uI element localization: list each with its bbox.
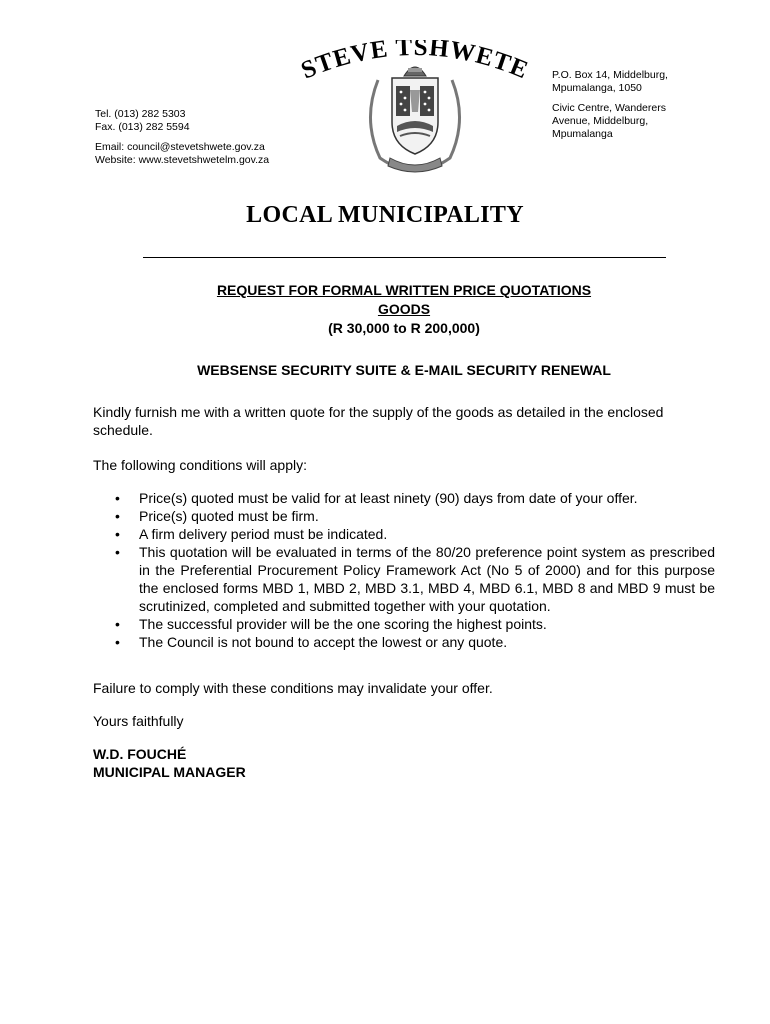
signatory-title: MUNICIPAL MANAGER xyxy=(93,764,246,780)
list-item xyxy=(93,633,715,651)
municipal-crest-logo xyxy=(300,40,530,175)
civic-line-1: Civic Centre, Wanderers xyxy=(552,102,666,114)
list-item xyxy=(93,543,715,615)
postal-line-2: Mpumalanga, 1050 xyxy=(552,82,642,94)
conditions-list xyxy=(93,489,715,651)
bullet-icon: • xyxy=(115,616,120,632)
condition-text: Price(s) quoted must be valid for at least ninety (90) days from date of your offer. xyxy=(139,490,638,506)
logo-text: TEVE TSHWETE xyxy=(312,40,530,85)
fax-line: Fax. (013) 282 5594 xyxy=(95,121,190,133)
bullet-icon: • xyxy=(115,490,120,506)
list-item xyxy=(93,615,715,633)
heading-line-1: REQUEST FOR FORMAL WRITTEN PRICE QUOTATIONS xyxy=(216,282,592,298)
intro-paragraph: Kindly furnish me with a written quote for the supply of the goods as detailed in the enclosed schedule. xyxy=(93,404,664,438)
bullet-icon: • xyxy=(115,634,120,650)
civic-line-2: Avenue, Middelburg, xyxy=(552,115,649,127)
condition-text: The successful provider will be the one scoring the highest points. xyxy=(139,616,547,632)
web-contact-block xyxy=(95,141,269,167)
bullet-icon: • xyxy=(115,544,120,560)
crest-icon xyxy=(300,40,530,175)
subject-line: WEBSENSE SECURITY SUITE & E-MAIL SECURITY RENEWAL xyxy=(197,362,611,378)
list-item xyxy=(93,507,715,525)
email-line: Email: council@stevetshwete.gov.za xyxy=(95,141,265,153)
request-heading xyxy=(0,281,770,338)
civic-address-block xyxy=(552,102,692,141)
list-item xyxy=(93,489,715,507)
contact-block xyxy=(95,108,190,134)
conditions-intro: The following conditions will apply: xyxy=(93,457,307,473)
bullet-icon: • xyxy=(115,508,120,524)
bullet-icon: • xyxy=(115,526,120,542)
postal-line-1: P.O. Box 14, Middelburg, xyxy=(552,69,668,81)
heading-line-2: GOODS xyxy=(377,301,431,317)
civic-clip xyxy=(552,115,692,141)
civic-line-3: Mpumalanga xyxy=(552,128,613,140)
closing-text: Yours faithfully xyxy=(93,713,184,729)
heading-line-3: (R 30,000 to R 200,000) xyxy=(328,320,480,336)
condition-text: The Council is not bound to accept the lowest or any quote. xyxy=(139,634,508,650)
failure-note: Failure to comply with these conditions may invalidate your offer. xyxy=(93,680,493,696)
condition-text: Price(s) quoted must be firm. xyxy=(139,508,319,524)
signature-block xyxy=(93,745,246,781)
condition-text: This quotation will be evaluated in terms of the 80/20 preference point system as prescribed in the Preferential Procurement Policy Framework Act (No 5 of 2000) and for this purpose the enclosed forms MBD 1, MBD 2, MBD 3.1, MBD 4, MBD 6.1, MBD 8 and MBD 9 must be scrutinized, completed and submitted together with your quotation. xyxy=(139,544,715,614)
tel-line: Tel. (013) 282 5303 xyxy=(95,108,186,120)
signatory-name: W.D. FOUCHÉ xyxy=(93,746,187,762)
website-line: Website: www.stevetshwetelm.gov.za xyxy=(95,154,270,166)
postal-address-block xyxy=(552,69,668,95)
header-divider xyxy=(143,257,666,258)
list-item xyxy=(93,525,715,543)
condition-text: A firm delivery period must be indicated. xyxy=(139,526,388,542)
org-title: LOCAL MUNICIPALITY xyxy=(246,202,524,228)
